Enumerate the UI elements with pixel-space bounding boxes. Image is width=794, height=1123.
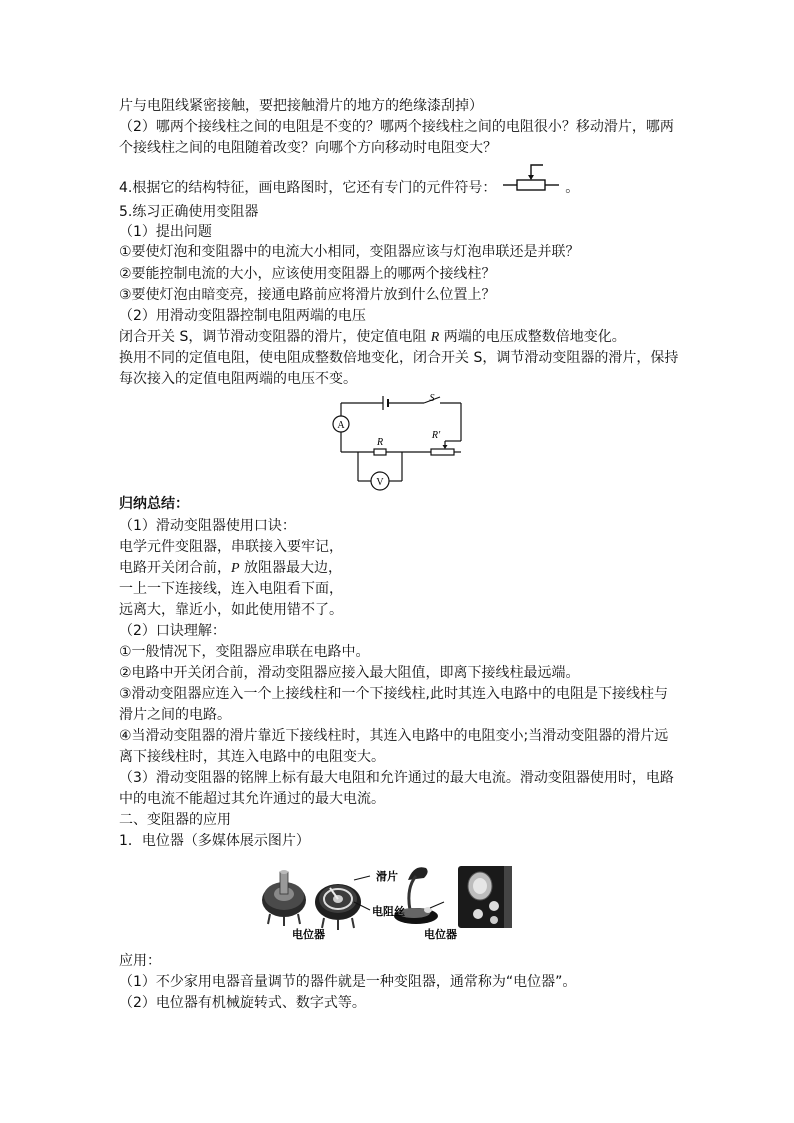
label-slider: 滑片: [376, 871, 398, 883]
text-line: 每次接入的定值电阻两端的电压不变。: [119, 371, 357, 387]
label-potentiometer-2: 电位器: [424, 929, 457, 941]
text-line: 应用：: [119, 953, 161, 969]
text-line: 电学元件变阻器，串联接入要牢记，: [119, 539, 343, 555]
text-line: 5.练习正确使用变阻器: [119, 204, 259, 220]
text-line: ②电路中开关闭合前，滑动变阻器应接入最大阻值，即离下接线柱最远端。: [119, 665, 580, 681]
text-line: [119, 327, 626, 348]
text-line: 一上一下连接线，连入电阻看下面，: [119, 581, 343, 597]
radio-device-image: [458, 866, 512, 928]
text-line: ③要使灯泡由暗变亮，接通电路前应将滑片放到什么位置上？: [119, 287, 496, 303]
ammeter-label: A: [337, 420, 345, 431]
section-heading: 归纳总结：: [119, 496, 189, 512]
text-line: 个接线柱之间的电阻随着改变？向哪个方向移动时电阻变大？: [119, 140, 497, 156]
text-segment: 电路开关闭合前，: [119, 560, 231, 576]
text-segment: 闭合开关 S，调节滑动变阻器的滑片，使定值电阻: [119, 329, 431, 345]
resistor-var: R: [430, 330, 440, 345]
symbol-line-period: 。: [565, 180, 580, 196]
text-line: （3）滑动变阻器的铭牌上标有最大电阻和允许通过的最大电流。滑动变阻器使用时，电路: [119, 770, 674, 786]
text-line: （1）滑动变阻器使用口诀：: [119, 518, 296, 534]
switch-label: S: [429, 393, 435, 404]
text-line: 滑片之间的电路。: [119, 707, 231, 723]
potentiometer-photo: [258, 858, 526, 944]
text-line: 离下接线柱时，其连入电路中的电阻变大。: [119, 749, 385, 765]
potentiometer-open-image: [315, 876, 370, 930]
text-line: ①要使灯泡和变阻器中的电流大小相同，变阻器应该与灯泡串联还是并联？: [119, 244, 580, 260]
slider-var: P: [231, 561, 240, 576]
text-line: ③滑动变阻器应连入一个上接线柱和一个下接线柱,此时其连入电路中的电阻是下接线柱与: [119, 686, 668, 702]
voltmeter-label: V: [376, 477, 384, 488]
text-line: （2）哪两个接线柱之间的电阻是不变的？哪两个接线柱之间的电阻很小？移动滑片，哪两: [119, 119, 674, 135]
text-line: （2）用滑动变阻器控制电阻两端的电压: [119, 308, 366, 324]
text-line: [119, 558, 342, 579]
rheostat-slider-arrow: [443, 445, 448, 449]
symbol-line-text: 4.根据它的结构特征，画电路图时，它还有专门的元件符号：: [119, 180, 497, 196]
text-line: 换用不同的定值电阻，使电阻成整数倍地变化，闭合开关 S，调节滑动变阻器的滑片，保持: [119, 350, 679, 366]
resistor-label: R: [376, 437, 384, 448]
text-segment: 两端的电压成整数倍地变化。: [439, 329, 626, 345]
text-line: （1）不少家用电器音量调节的器件就是一种变阻器，通常称为“电位器”。: [119, 974, 577, 990]
text-line: 远离大，靠近小，如此使用错不了。: [119, 602, 343, 618]
rheostat: [431, 449, 454, 455]
text-line: （2）电位器有机械旋转式、数字式等。: [119, 995, 366, 1011]
fixed-resistor: [374, 449, 386, 455]
section-heading: 二、变阻器的应用: [119, 812, 231, 828]
potentiometer-knob-image: [262, 870, 306, 926]
rheostat-label: R′: [431, 430, 441, 441]
text-line: ②要能控制电流的大小，应该使用变阻器上的哪两个接线柱？: [119, 266, 496, 282]
text-line: （1）提出问题: [119, 224, 212, 240]
label-potentiometer-1: 电位器: [292, 929, 325, 941]
circuit-diagram: [326, 393, 468, 493]
text-line: 片与电阻线紧密接触，要把接触滑片的地方的绝缘漆刮掉）: [119, 98, 483, 114]
text-line: 中的电流不能超过其允许通过的最大电流。: [119, 791, 385, 807]
rheostat-symbol: [501, 163, 561, 195]
text-line: ④当滑动变阻器的滑片靠近下接线柱时，其连入电路中的电阻变小;当滑动变阻器的滑片远: [119, 728, 669, 744]
text-line: 1．电位器（多媒体展示图片）: [119, 833, 310, 849]
text-line: ①一般情况下，变阻器应串联在电路中。: [119, 644, 370, 660]
label-wire: 电阻丝: [372, 906, 405, 918]
text-segment: 放阻器最大边，: [239, 560, 343, 576]
text-line: （2）口诀理解：: [119, 623, 226, 639]
symbol-line: [119, 178, 579, 198]
